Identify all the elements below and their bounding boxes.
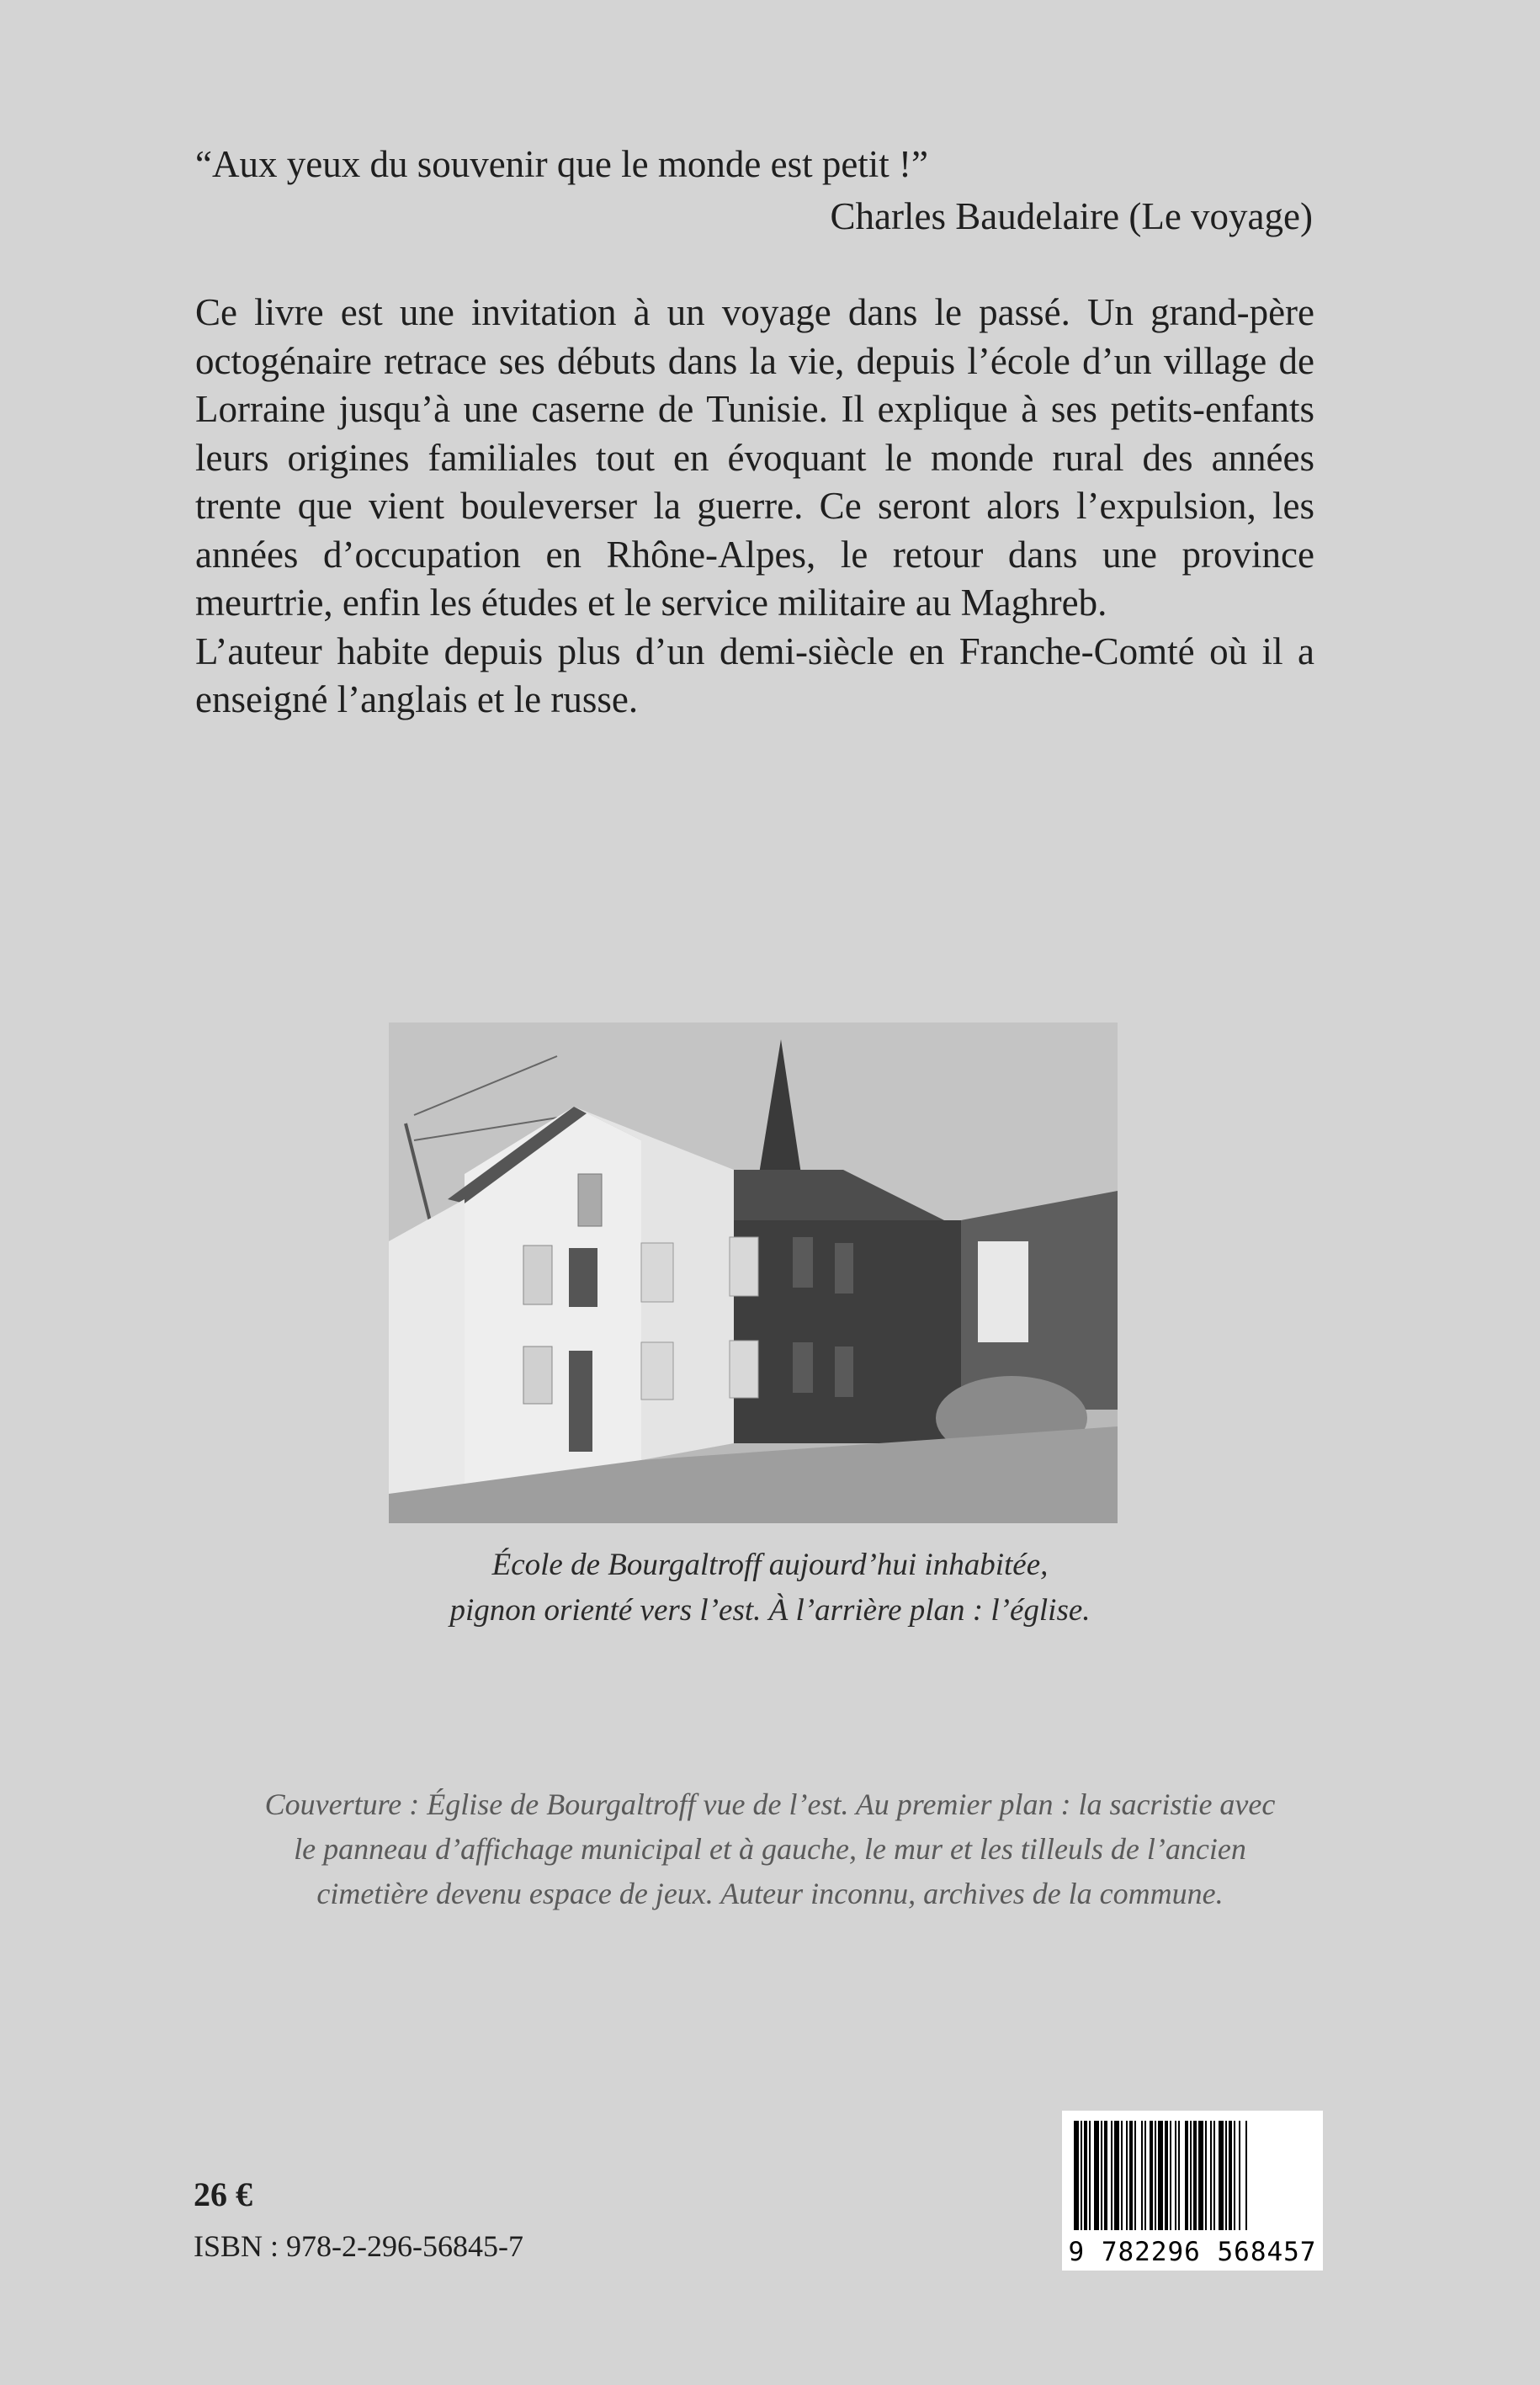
barcode-bar — [1239, 2121, 1240, 2230]
barcode-bar — [1213, 2121, 1215, 2230]
isbn: ISBN : 978-2-296-56845-7 — [194, 2229, 523, 2263]
barcode-bar — [1129, 2121, 1133, 2230]
epigraph-attribution: Charles Baudelaire (Le voyage) — [830, 195, 1313, 237]
barcode-digits: 9 782296 568457 — [1068, 2237, 1317, 2267]
barcode-bar — [1205, 2121, 1207, 2230]
barcode-bar — [1190, 2121, 1192, 2230]
barcode-bar — [1084, 2121, 1087, 2230]
barcode-bar — [1198, 2121, 1203, 2230]
barcode-bar — [1134, 2121, 1136, 2230]
photo-caption-line-1: École de Bourgaltroff aujourd’hui inhabitée, — [491, 1548, 1049, 1582]
barcode-bar — [1210, 2121, 1212, 2230]
barcode-bar — [1111, 2121, 1113, 2230]
barcode-bar — [1150, 2121, 1153, 2230]
barcode-bar — [1104, 2121, 1107, 2230]
barcode — [1062, 2111, 1323, 2271]
barcode-bar — [1219, 2121, 1224, 2230]
barcode-bar — [1193, 2121, 1197, 2230]
blurb-paragraph-2: L’auteur habite depuis plus d’un demi-siècle en Franche-Comté où il a enseigné l’anglais et le russe. — [195, 629, 1314, 720]
cover-caption-line-2: le panneau d’affichage municipal et à gauche, le mur et les tilleuls de l’ancien — [294, 1832, 1246, 1866]
barcode-bar — [1144, 2121, 1146, 2230]
photo-caption-line-2: pignon orienté vers l’est. À l’arrière plan : l’église. — [449, 1593, 1091, 1628]
back-cover-blurb — [195, 289, 1314, 725]
barcode-bar — [1234, 2121, 1235, 2230]
barcode-bar — [1126, 2121, 1128, 2230]
barcode-bar — [1094, 2121, 1099, 2230]
cover-caption-line-3: cimetière devenu espace de jeux. Auteur inconnu, archives de la commune. — [316, 1877, 1224, 1910]
cover-caption-line-1: Couverture : Église de Bourgaltroff vue de l’est. Au premier plan : la sacristie avec — [264, 1787, 1276, 1821]
barcode-bar — [1141, 2121, 1143, 2230]
barcode-bar — [1185, 2121, 1188, 2230]
barcode-bars — [1074, 2121, 1311, 2230]
barcode-bar — [1170, 2121, 1171, 2230]
barcode-bar — [1081, 2121, 1082, 2230]
barcode-bar — [1121, 2121, 1123, 2230]
epigraph-quote: “Aux yeux du souvenir que le monde est petit !” — [195, 143, 929, 185]
price: 26 € — [194, 2175, 252, 2213]
barcode-bar — [1101, 2121, 1102, 2230]
barcode-bar — [1074, 2121, 1079, 2230]
barcode-bar — [1155, 2121, 1156, 2230]
cover-caption — [109, 1782, 1431, 1916]
barcode-bar — [1245, 2121, 1247, 2230]
school-photo — [389, 1023, 1118, 1523]
blurb-paragraph-1: Ce livre est une invitation à un voyage dans le passé. Un grand-père octogénaire retrace ses débuts dans la vie, depuis l’école d’un village de Lorraine jusqu’à une caserne de Tunisie. Il explique à ses petits-enfants leurs origines familiales tout en évoquant le monde rural des années trente que vient bouleverser la guerre. Ce seront alors l’expulsion, les années d’occupation en Rhône-Alpes, le retour dans une province meurtrie, enfin les études et le service militaire au Maghreb. — [195, 291, 1314, 624]
school-photo-drawing — [389, 1023, 1118, 1523]
barcode-bar — [1229, 2121, 1232, 2230]
barcode-bar — [1178, 2121, 1180, 2230]
barcode-bar — [1089, 2121, 1091, 2230]
barcode-bar — [1175, 2121, 1176, 2230]
photo-caption — [252, 1543, 1288, 1633]
barcode-bar — [1225, 2121, 1227, 2230]
barcode-bar — [1165, 2121, 1168, 2230]
barcode-bar — [1158, 2121, 1163, 2230]
barcode-bar — [1114, 2121, 1119, 2230]
